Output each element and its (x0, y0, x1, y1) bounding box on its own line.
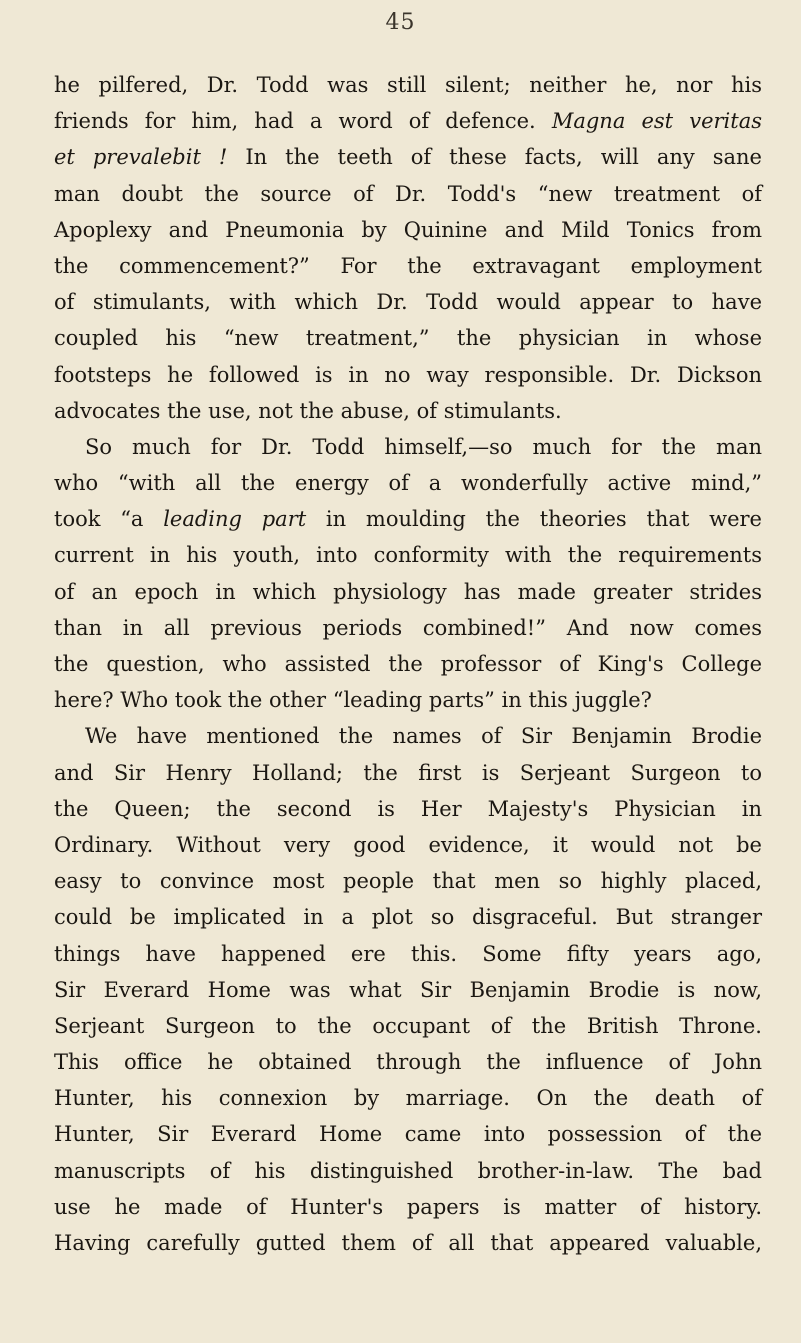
text-segment: So much for Dr. Todd himself,—so much for the man (85, 434, 762, 459)
text-line (54, 393, 762, 429)
text-line (54, 936, 762, 972)
text-segment: could be implicated in a plot so disgraceful. But stranger (54, 905, 762, 930)
text-segment: friends for him, had a word of defence. (54, 109, 552, 134)
text-segment: things have happened ere this. Some fifty years ago, (54, 941, 762, 966)
text-segment: This office he obtained through the influence of John (54, 1050, 762, 1075)
text-line (54, 1189, 762, 1225)
text-line (54, 1080, 762, 1116)
text-segment: of an epoch in which physiology has made greater strides (54, 579, 762, 604)
text-line (54, 899, 762, 935)
text-segment: current in his youth, into conformity with the requirements (54, 543, 762, 568)
text-segment: man doubt the source of Dr. Todd's “new treatment of (54, 181, 762, 206)
text-line (54, 320, 762, 356)
text-segment: took “a (54, 507, 164, 532)
text-line (54, 176, 762, 212)
text-segment: Hunter, Sir Everard Home came into possession of the (54, 1122, 762, 1147)
text-segment: Ordinary. Without very good evidence, it would not be (54, 832, 762, 857)
text-segment: coupled his “new treatment,” the physician in whose (54, 326, 762, 351)
text-segment: he pilfered, Dr. Todd was still silent; neither he, nor his (54, 73, 762, 97)
text-line (54, 646, 762, 682)
text-line (54, 972, 762, 1008)
text-segment: advocates the use, not the abuse, of stimulants. (54, 398, 562, 423)
text-line (54, 284, 762, 320)
text-line (54, 1116, 762, 1152)
text-line (54, 139, 762, 175)
text-segment: and Sir Henry Holland; the first is Serjeant Surgeon to (54, 760, 762, 785)
text-segment: manuscripts of his distinguished brother-in-law. The bad (54, 1158, 762, 1183)
text-segment: easy to convince most people that men so highly placed, (54, 869, 762, 894)
text-segment: the Queen; the second is Her Majesty's Physician in (54, 796, 762, 821)
text-line (54, 1044, 762, 1080)
text-segment: here? Who took the other “leading parts” in this juggle? (54, 688, 652, 713)
text-segment: the question, who assisted the professor of King's College (54, 652, 762, 676)
text-segment: Sir Everard Home was what Sir Benjamin Brodie is now, (54, 977, 762, 1002)
text-line (54, 791, 762, 827)
text-segment: in moulding the theories that were (306, 507, 762, 532)
text-line (54, 212, 762, 248)
text-line (54, 248, 762, 284)
text-line (54, 1153, 762, 1189)
text-segment: Serjeant Surgeon to the occupant of the British Throne. (54, 1013, 762, 1038)
text-line (54, 357, 762, 393)
text-segment: In the teeth of these facts, will any sane (227, 145, 762, 170)
text-line (54, 1008, 762, 1044)
text-line (54, 429, 762, 465)
italic-phrase: leading part (163, 507, 307, 532)
text-line (54, 574, 762, 610)
text-segment: footsteps he followed is in no way responsible. Dr. Dickson (54, 362, 762, 387)
text-segment: who “with all the energy of a wonderfully active mind,” (54, 471, 762, 496)
text-line (54, 103, 762, 139)
text-line (54, 827, 762, 863)
text-line (54, 465, 762, 501)
text-line (54, 755, 762, 791)
text-line (54, 67, 762, 103)
text-segment: We have mentioned the names of Sir Benjamin Brodie (85, 724, 762, 749)
text-segment: than in all previous periods combined!” And now comes (54, 615, 762, 640)
text-segment: Hunter, his connexion by marriage. On the death of (54, 1086, 762, 1111)
text-segment: Having carefully gutted them of all that appeared valuable, (54, 1231, 762, 1255)
text-line (54, 682, 762, 718)
italic-phrase: et prevalebit ! (54, 145, 228, 170)
italic-phrase: Magna est veritas (551, 109, 762, 134)
text-line (54, 718, 762, 754)
page-number: 45 (385, 10, 416, 35)
text-line (54, 863, 762, 899)
text-segment: Apoplexy and Pneumonia by Quinine and Mild Tonics from (54, 217, 762, 242)
text-line (54, 501, 762, 537)
body-text (54, 67, 762, 1261)
text-line (54, 610, 762, 646)
text-line (54, 1225, 762, 1261)
text-segment: of stimulants, with which Dr. Todd would appear to have (54, 290, 762, 315)
text-line (54, 537, 762, 573)
text-segment: the commencement?” For the extravagant employment (54, 253, 762, 278)
text-segment: use he made of Hunter's papers is matter of history. (54, 1194, 762, 1219)
